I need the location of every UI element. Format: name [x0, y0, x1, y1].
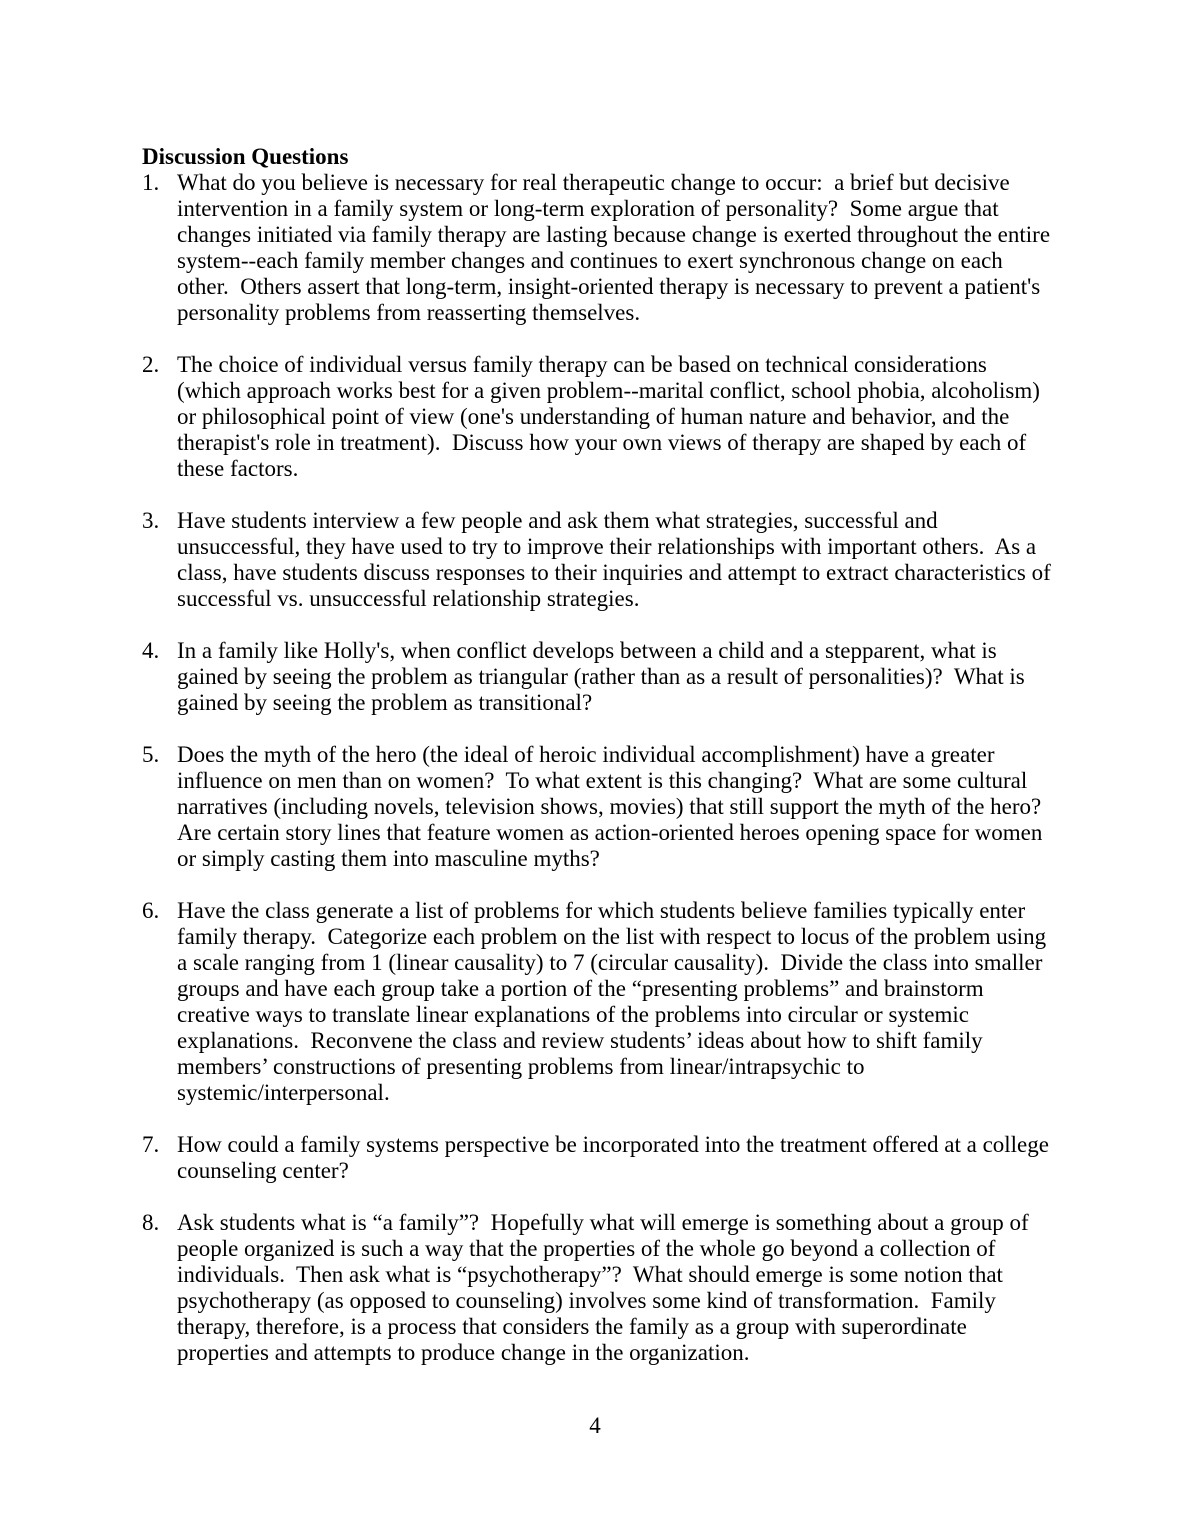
question-text: What do you believe is necessary for real therapeutic change to occur: a brief but decisive intervention in a family system or long-term exploration of personality? Some argue that changes initiated via family therapy are lasting because change is exerted throughout the entire system--each family member changes and continues to exert synchronous change on each other. Others assert that long-term, insight-oriented therapy is necessary to prevent a patient's personality problems from reasserting themselves. [177, 170, 1056, 325]
section-heading: Discussion Questions [142, 144, 349, 169]
question-item [142, 638, 1052, 716]
question-number: 6. [142, 898, 160, 923]
question-item [142, 898, 1052, 1106]
questions-list [142, 170, 1057, 1366]
question-item [142, 1132, 1055, 1184]
question-number: 7. [142, 1132, 160, 1157]
question-number: 8. [142, 1210, 160, 1235]
question-item [142, 742, 1052, 872]
question-text: Have students interview a few people and ask them what strategies, successful and unsuccessful, they have used to try to improve their relationships with important others. As a class, have students discuss responses to their inquiries and attempt to extract characteristics of successful vs. unsuccessful relationship strategies. [177, 508, 1057, 611]
question-text: Have the class generate a list of problems for which students believe families typically enter family therapy. Categorize each problem on the list with respect to locus of the problem using a scale ranging from 1 (linear causality) to 7 (circular causality). Divide the class into smaller groups and have each group take a portion of the “presenting problems” and brainstorm creative ways to translate linear explanations of the problems into circular or systemic explanations. Reconvene the class and review students’ ideas about how to shift family members’ constructions of presenting problems from linear/intrapsychic to systemic/interpersonal. [177, 898, 1052, 1105]
question-text: The choice of individual versus family therapy can be based on technical considerations (which approach works best for a given problem--marital conflict, school phobia, alcoholism) or philosophical point of view (one's understanding of human nature and behavior, and the therapist's role in treatment). Discuss how your own views of therapy are shaped by each of these factors. [177, 352, 1046, 481]
question-item [142, 508, 1057, 612]
question-item [142, 170, 1056, 326]
question-item [142, 1210, 1052, 1366]
question-number: 3. [142, 508, 160, 533]
page-number: 4 [589, 1413, 601, 1438]
question-item [142, 352, 1052, 482]
question-text: Does the myth of the hero (the ideal of heroic individual accomplishment) have a greater influence on men than on women? To what extent is this changing? What are some cultural narratives (including novels, television shows, movies) that still support the myth of the hero? Are certain story lines that feature women as action-oriented heroes opening space for women or simply casting them into masculine myths? [177, 742, 1049, 871]
question-text: Ask students what is “a family”? Hopefully what will emerge is something about a group of people organized is such a way that the properties of the whole go beyond a collection of individuals. Then ask what is “psychotherapy”? What should emerge is some notion that psychotherapy (as opposed to counseling) involves some kind of transformation. Family therapy, therefore, is a process that considers the family as a group with superordinate properties and attempts to produce change in the organization. [177, 1210, 1035, 1365]
question-text: In a family like Holly's, when conflict develops between a child and a stepparent, what is gained by seeing the problem as triangular (rather than as a result of personalities)? What is gained by seeing the problem as transitional? [177, 638, 1031, 715]
question-number: 1. [142, 170, 160, 195]
question-number: 2. [142, 352, 160, 377]
question-text: How could a family systems perspective be incorporated into the treatment offered at a college counseling center? [177, 1132, 1055, 1183]
question-number: 5. [142, 742, 160, 767]
question-number: 4. [142, 638, 160, 663]
